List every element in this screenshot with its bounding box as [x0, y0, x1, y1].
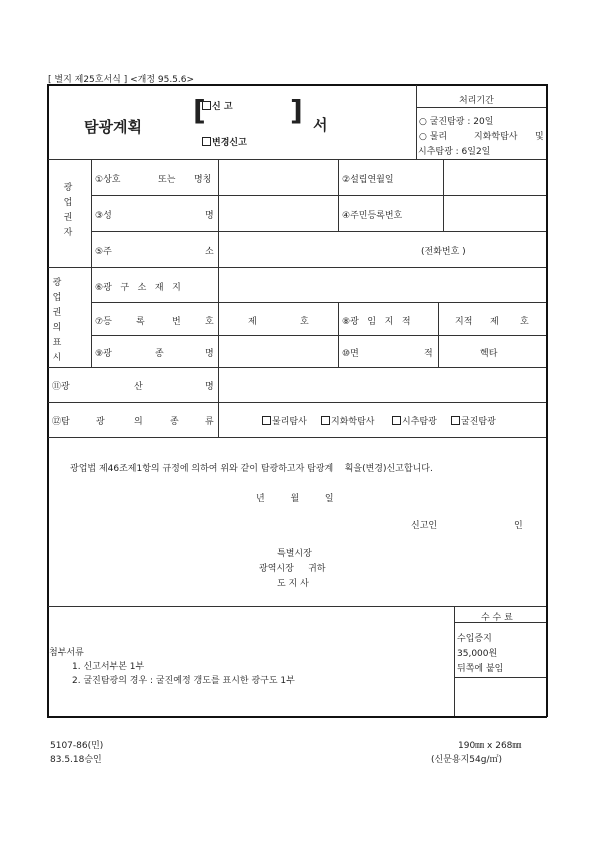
tunneling-checkbox[interactable]: [451, 416, 460, 425]
right-bracket: ]: [290, 94, 303, 127]
field-resident-label: ④주민등록번호: [342, 211, 403, 221]
seal-mark[interactable]: 인: [514, 521, 523, 531]
physical-checkbox[interactable]: [262, 416, 271, 425]
addressee-line2: 광역시장 귀하: [259, 564, 326, 574]
field-area-label: ⑩면: [342, 349, 359, 359]
declaration-text: 광업법 제46조제1항의 규정에 의하여 위와 같이 탐광하고자 탐광계 획을(변경)신고합니다.: [70, 464, 433, 474]
option-geochemical[interactable]: 지화학탐사: [321, 414, 374, 427]
change-checkbox[interactable]: [202, 137, 211, 146]
mineral-label-b: 종: [155, 349, 164, 359]
processing-label: 처리기간: [459, 96, 494, 106]
processing-line2b: 지화학탐사: [474, 132, 518, 142]
new-checkbox[interactable]: [202, 101, 211, 110]
mine-name-input[interactable]: [222, 371, 542, 398]
attachments-title: 첨부서류: [49, 648, 84, 658]
fee-line1: 수입증지: [457, 634, 492, 644]
addressee-line3: 도 지 사: [277, 579, 309, 589]
resident-number-input[interactable]: [447, 200, 542, 228]
cadastral-mid: 제: [490, 317, 499, 327]
form-reference: [ 별지 제25호서식 ] <개정 95.5.6>: [48, 75, 195, 85]
exp-type-label-d: 종: [170, 417, 179, 427]
cadastral-suffix: 호: [520, 317, 529, 327]
mine-name-label-c: 명: [205, 382, 214, 392]
attachment-item1: 1. 신고서부본 1부: [72, 662, 145, 672]
reg-label-d: 호: [205, 317, 214, 327]
processing-line3: 시추탐광 : 6일2일: [418, 147, 491, 157]
addressee-line1: 특별시장: [277, 549, 312, 559]
area-label-b: 적: [424, 349, 433, 359]
reg-label-c: 번: [172, 317, 181, 327]
field-address-label-b: 소: [205, 247, 214, 257]
option-physical[interactable]: 물리탐사: [262, 414, 307, 427]
field-address-label: ⑤주: [95, 247, 112, 257]
field-exploration-type-label: ⑫탐: [52, 417, 70, 427]
processing-line2c: 및: [535, 132, 544, 142]
option-drilling[interactable]: 시추탐광: [392, 414, 437, 427]
exp-type-label-c: 의: [134, 417, 143, 427]
footer-size: 190㎜ x 268㎜: [458, 741, 522, 751]
hectare-unit: 헥타: [480, 349, 498, 359]
reg-label-b: 록: [136, 317, 145, 327]
reg-no-suffix: 호: [300, 317, 309, 327]
field-registration-label: ⑦등: [95, 317, 112, 327]
field-name-label: ①상호: [95, 175, 121, 185]
field-person-label-b: 명: [205, 211, 214, 221]
address-input[interactable]: [222, 236, 412, 264]
mineral-label-c: 명: [205, 349, 214, 359]
fee-label: 수 수 료: [481, 613, 513, 623]
option-new-label: 신 고: [212, 102, 233, 112]
exp-type-label-e: 류: [205, 417, 214, 427]
field-mine-name-label: ⑪광: [52, 382, 70, 392]
field-location-label: ⑥광 구 소 재 지: [95, 283, 181, 293]
declaration-date[interactable]: 년 월 일: [256, 494, 334, 504]
geochemical-checkbox[interactable]: [321, 416, 330, 425]
company-name-input[interactable]: [222, 164, 334, 192]
field-person-label: ③성: [95, 211, 112, 221]
founded-date-input[interactable]: [447, 164, 542, 192]
section-mining-right-label: 광 업 권 의 표 시: [52, 278, 62, 363]
processing-line2a: ○ 물리: [419, 132, 448, 142]
mine-name-label-b: 산: [134, 382, 143, 392]
footer-code: 5107-86(민): [50, 741, 104, 751]
phone-number-field[interactable]: (전화번호 ): [421, 247, 466, 257]
field-cadastral-label: ⑧광 임 지 적: [342, 317, 411, 327]
footer-approved: 83.5.18승인: [50, 755, 102, 765]
drilling-checkbox[interactable]: [392, 416, 401, 425]
field-name-label-c: 명칭: [194, 175, 212, 185]
fee-line3: 뒤쪽에 붙임: [457, 664, 504, 674]
attachment-item2: 2. 굴진탐광의 경우 : 굴진예정 갱도를 표시한 광구도 1부: [72, 676, 295, 686]
footer-paper: (신문용지54g/㎡): [431, 755, 502, 765]
section-owner-label: 광 업 권 자: [63, 183, 73, 238]
field-name-label-b: 또는: [158, 175, 176, 185]
mineral-input[interactable]: [222, 339, 334, 364]
left-bracket: [: [193, 94, 206, 127]
fee-amount: 35,000원: [457, 649, 498, 659]
option-tunneling[interactable]: 굴진탐광: [451, 414, 496, 427]
person-name-input[interactable]: [222, 200, 334, 228]
option-change[interactable]: [202, 135, 247, 148]
exp-type-label-b: 광: [96, 417, 105, 427]
field-mineral-label: ⑨광: [95, 349, 112, 359]
processing-line1: ○ 굴진탐광 : 20일: [419, 117, 494, 127]
title-suffix: 서: [313, 116, 328, 134]
mining-location-input[interactable]: [222, 272, 542, 299]
cadastral-prefix: 지적: [455, 317, 473, 327]
reporter-label: 신고인: [411, 521, 438, 531]
reg-no-prefix: 제: [248, 317, 257, 327]
form-title: 탐광계획: [84, 118, 142, 136]
option-new[interactable]: [202, 99, 233, 112]
field-founded-label: ②설립연월일: [342, 175, 394, 185]
option-change-label: 변경신고: [212, 138, 247, 148]
